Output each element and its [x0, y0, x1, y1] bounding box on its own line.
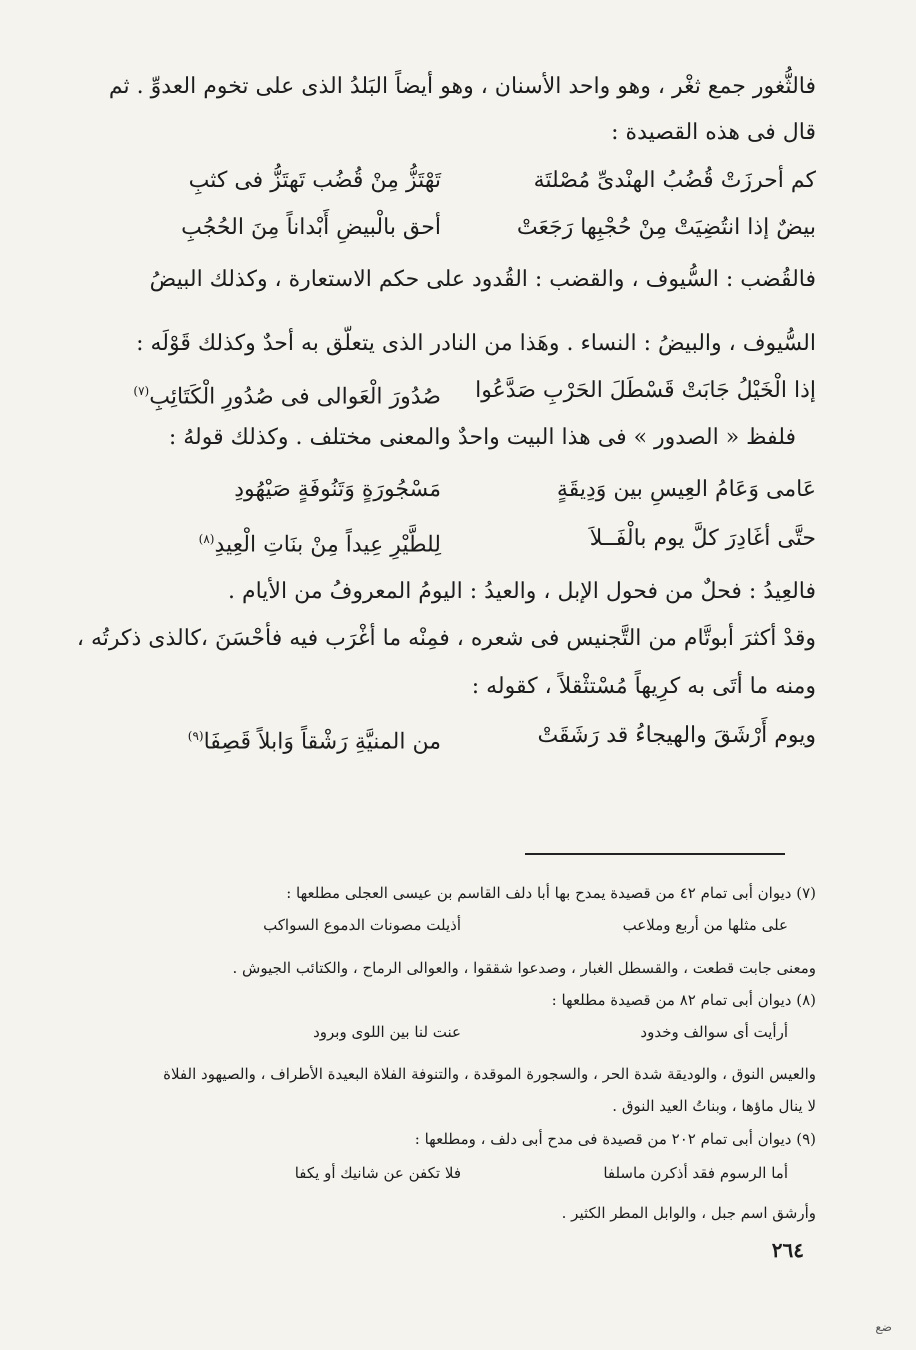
verse-first-hemistich: كم أحرزَتْ قُضُبُ الهنْدىِّ مُصْلتَة — [533, 168, 816, 193]
footnote-ref: (٨) — [198, 532, 215, 546]
verse-first-hemistich: ويوم أَرْشَقَ والهيجاءُ قد رَشَقَتْ — [537, 723, 816, 748]
footnote-ref: (٧) — [133, 384, 150, 398]
verse-first-hemistich: بيضٌ إذا انتُضِيَتْ مِنْ حُجْبِها رَجَعَتْ — [516, 215, 816, 240]
footnote-ref: (٩) — [187, 729, 204, 743]
footnote-line: والعيس النوق ، والوديقة شدة الحر ، والسجورة الموقدة ، والتنوفة الفلاة البعيدة الأطراف ، والصيهود الفلاة — [163, 1065, 816, 1083]
verse-text: لِلطَّيْرِ عِيداً مِنْ بنَاتِ الْعِيدِ — [214, 532, 441, 558]
footnote-verse-second: فلا تكفن عن شانيك أو يكفا — [294, 1164, 461, 1182]
footnote-line: ومعنى جابت قطعت ، والقسطل الغبار ، وصدعوا شققوا ، والعوالى الرماح ، والكتائب الجيوش . — [232, 959, 816, 977]
footnote-line: وأرشق اسم جبل ، والوابل المطر الكثير . — [561, 1204, 816, 1222]
footnote-verse-first: على مثلها من أربع وملاعب — [622, 916, 788, 934]
verse-second-hemistich — [199, 524, 441, 560]
footnote-verse-first: أما الرسوم فقد أذكرن ماسلفا — [603, 1164, 788, 1182]
footnote-line: (٩) ديوان أبى تمام ٢٠٢ من قصيدة فى مدح أبى دلف ، ومطلعها : — [414, 1130, 816, 1148]
body-line: ومنه ما أتَى به كرِيهاً مُسْتثْقلاً ، كقوله : — [471, 674, 816, 699]
body-line: فالقُضب : السُّيوف ، والقضب : القُدود على حكم الاستعارة ، وكذلك البيضُ — [149, 267, 816, 292]
verse-first-hemistich: حتَّى أغَادِرَ كلَّ يوم بالْفَــلاَ — [589, 526, 816, 551]
verse-text: من المنيَّةِ رَشْقاً وَابلاً قَصِفَا — [203, 729, 441, 755]
footnote-verse-first: أرأيت أى سوالف وخدود — [640, 1023, 788, 1041]
footnote-verse-second: عنت لنا بين اللوى وبرود — [313, 1023, 461, 1041]
body-line: فالثُّغور جمع ثغْر ، وهو واحد الأسنان ، وهو أيضاً البَلدُ الذى على تخوم العدوِّ . ثم — [108, 74, 816, 99]
footnote-line: (٧) ديوان أبى تمام ٤٢ من قصيدة يمدح بها أبا دلف القاسم بن عيسى العجلى مطلعها : — [286, 884, 816, 902]
verse-second-hemistich — [188, 721, 441, 757]
verse-first-hemistich: إذا الْخَيْلُ جَابَتْ قَسْطَلَ الحَرْبِ صَدَّعُوا — [475, 378, 816, 403]
body-line: قال فى هذه القصيدة : — [611, 120, 816, 145]
body-line: فالعِيدُ : فحلٌ من فحول الإبل ، والعيدُ : اليومُ المعروفُ من الأيام . — [227, 579, 816, 604]
corner-mark: ضع — [875, 1320, 892, 1334]
page-number: ٢٦٤ — [771, 1238, 804, 1262]
verse-second-hemistich — [133, 376, 441, 412]
footnote-line: (٨) ديوان أبى تمام ٨٢ من قصيدة مطلعها : — [551, 991, 816, 1009]
verse-second-hemistich: مَسْجُورَةٍ وَتَنُوفَةٍ صَيْهُودِ — [234, 477, 441, 502]
verse-second-hemistich: تَهْتَزُّ مِنْ قُضُب تَهتَزُّ فى كثبِ — [188, 168, 441, 193]
verse-second-hemistich: أحق بالْبيضِ أَبْداناً مِنَ الحُجُبِ — [181, 215, 441, 240]
verse-first-hemistich: عَامى وَعَامُ العِيسِ بين وَدِيقَةٍ — [556, 477, 816, 502]
footnote-verse-second: أذيلت مصونات الدموع السواكب — [263, 916, 461, 934]
verse-text: صُدُورَ الْعَوالى فى صُدُورِ الْكَتَائِبِ — [149, 384, 441, 410]
footnote-line: لا ينال ماؤها ، وبناتُ العيد النوق . — [612, 1097, 816, 1115]
body-line: وقدْ أكثرَ أبوتَّام من التَّجنيس فى شعره ، فمِنْه ما أغْرَب فيه فأحْسَنَ ،كالذى ذكرتُه ، — [76, 626, 816, 651]
footnote-separator — [525, 853, 785, 855]
body-line: فلفظ « الصدور » فى هذا البيت واحدٌ والمعنى مختلف . وكذلك قولهُ : — [168, 425, 796, 450]
body-line: السُّيوف ، والبيضُ : النساء . وهَذا من النادر الذى يتعلّق به أحدٌ وكذلك قَوْلَه : — [136, 331, 816, 356]
